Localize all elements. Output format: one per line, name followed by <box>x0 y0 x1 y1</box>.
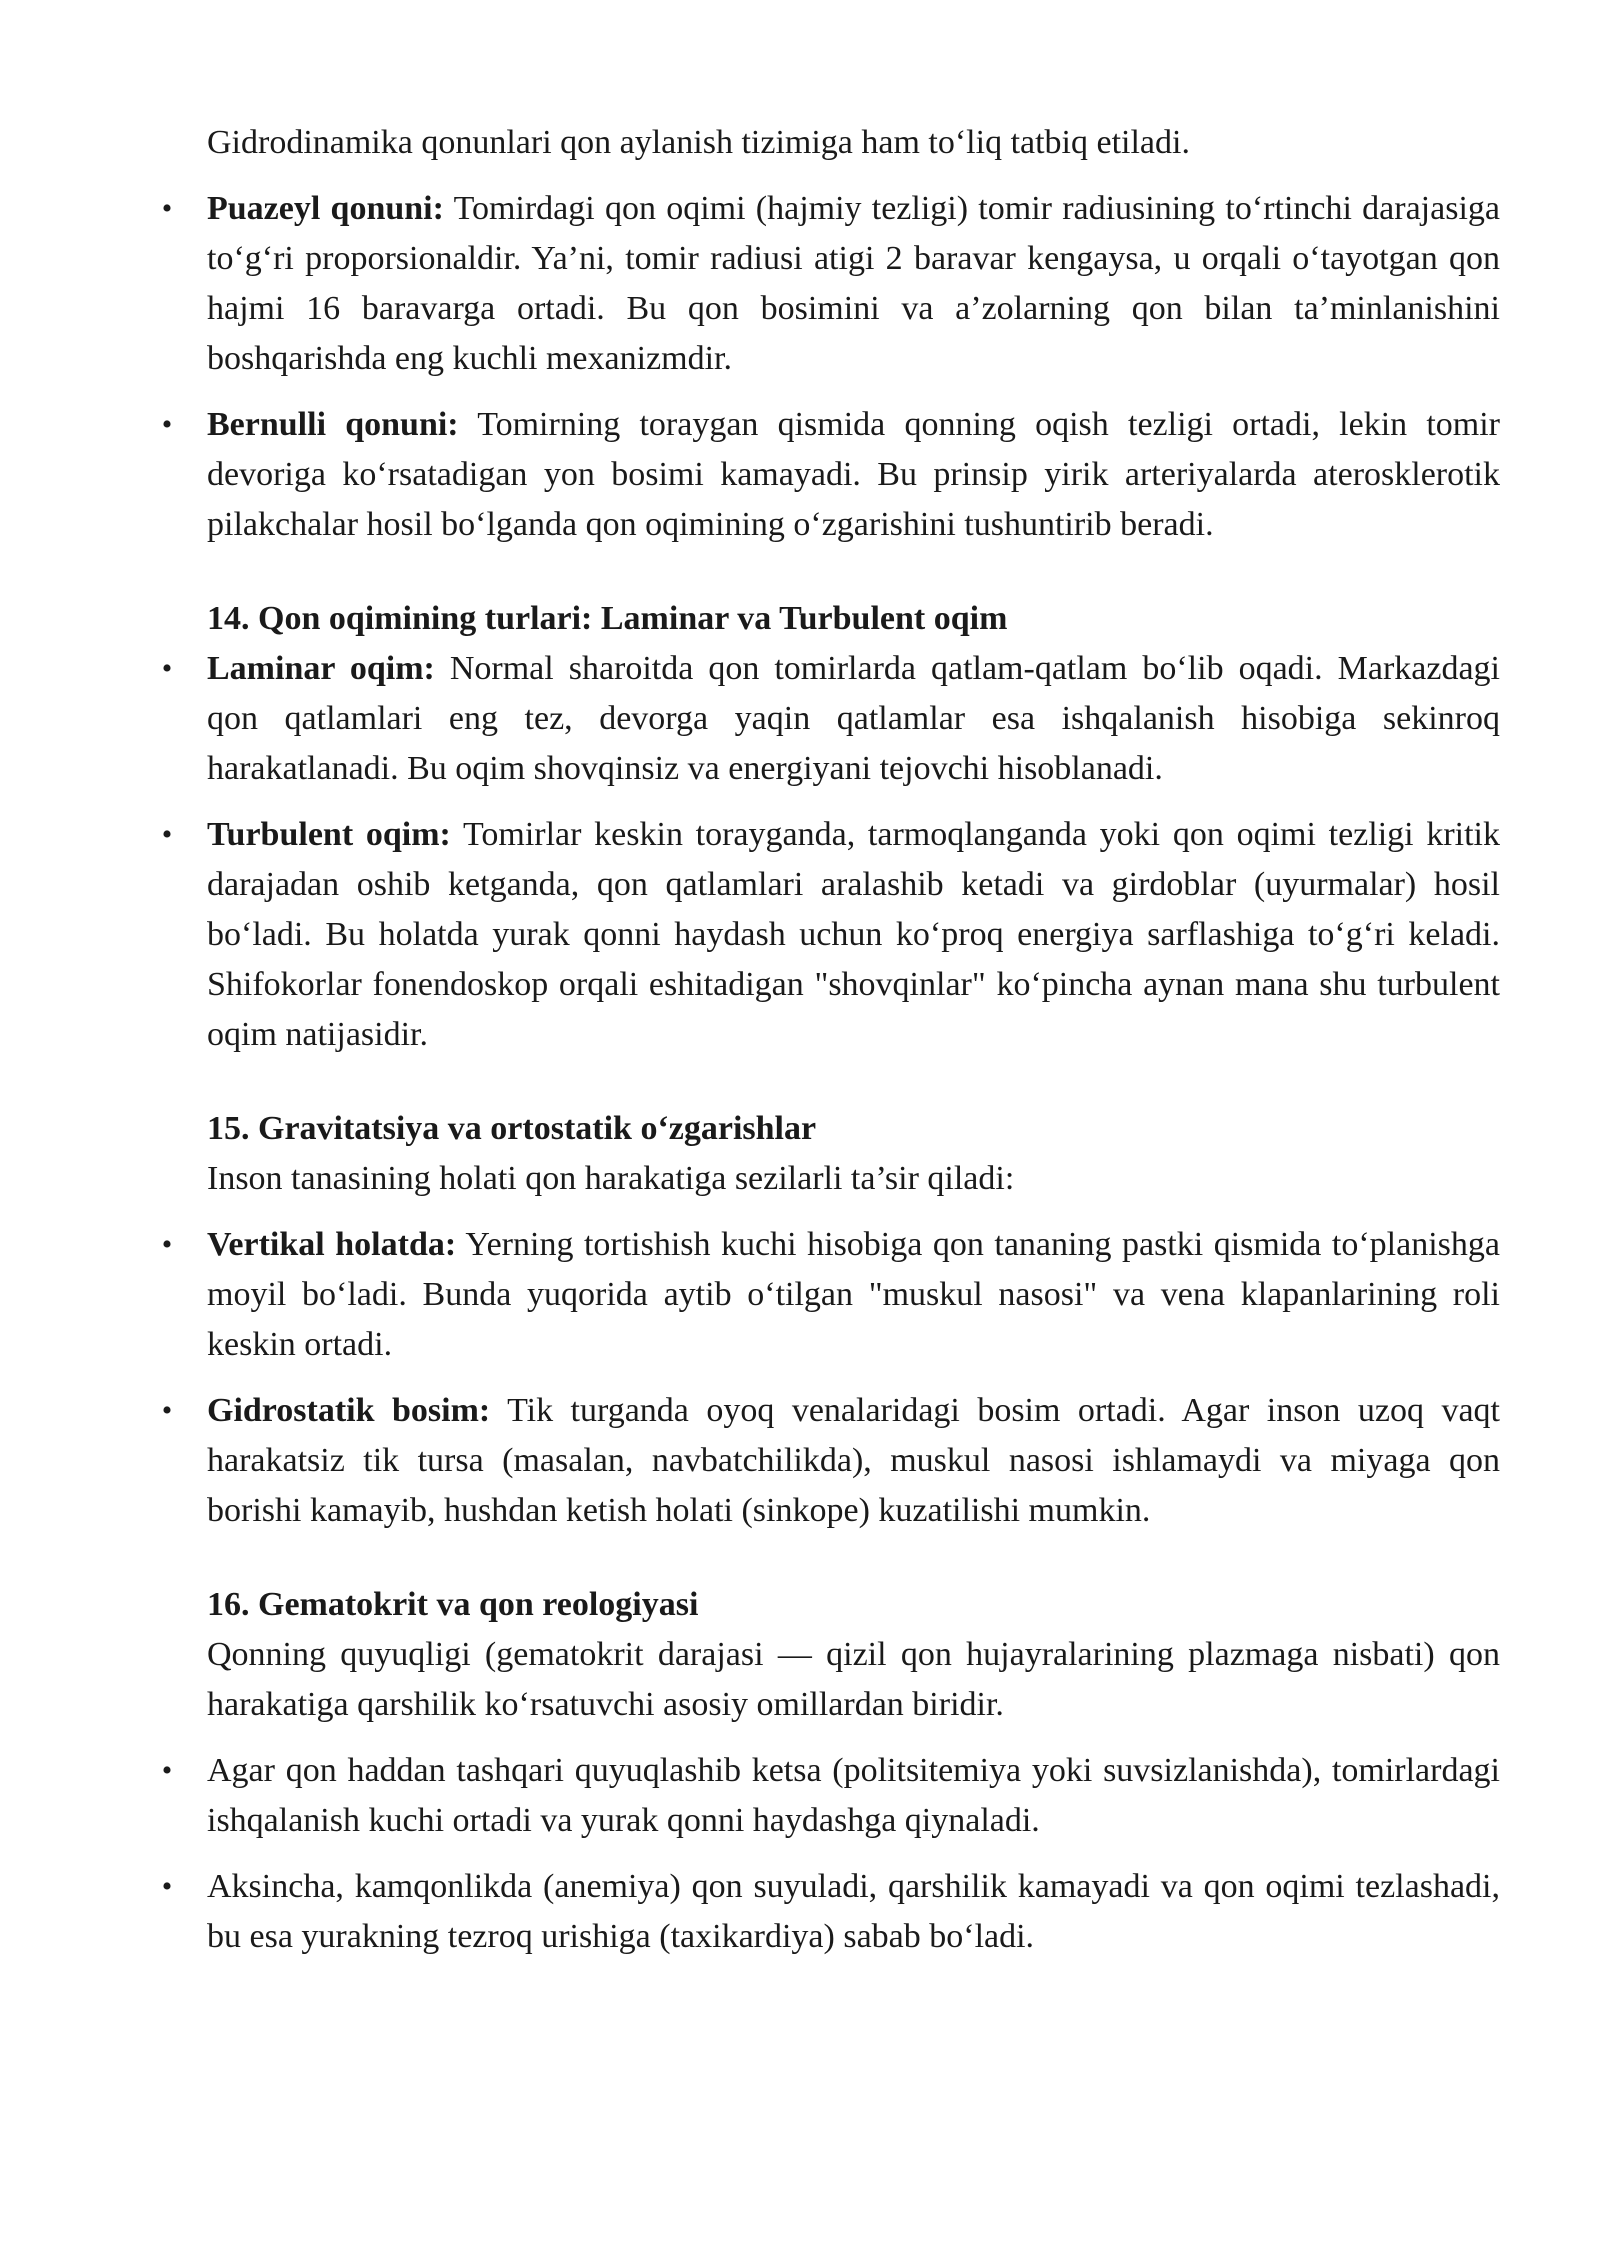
list-item-text: Yerning tortishish kuchi hisobiga qon tananing pastki qismida to‘planishga moyil bo‘ladi. Bunda yuqorida aytib o‘tilgan "muskul nasosi" va vena klapanlarining roli keskin ortadi. <box>207 1226 1500 1363</box>
bullet-icon: • <box>161 192 173 225</box>
list-item-term: Bernulli qonuni: <box>207 406 459 443</box>
list-item <box>161 644 1500 794</box>
section-bullet-list <box>161 1220 1500 1536</box>
section-heading: 15. Gravitatsiya va ortostatik o‘zgarishlar <box>207 1110 817 1147</box>
list-item-text: Agar qon haddan tashqari quyuqlashib ketsa (politsitemiya yoki suvsizlanishda), tomirlardagi ishqalanish kuchi ortadi va yurak qonni haydashga qiynaladi. <box>207 1752 1500 1839</box>
list-item <box>161 1220 1500 1370</box>
list-item <box>161 1862 1500 1962</box>
list-item-term: Turbulent oqim: <box>207 816 451 853</box>
list-item-text: Tomirlar keskin torayganda, tarmoqlanganda yoki qon oqimi tezligi kritik darajadan oshib ketganda, qon qatlamlari aralashib ketadi va girdoblar (uyurmalar) hosil bo‘ladi. Bu holatda yurak qonni haydash uchun ko‘proq energiya sarflashiga to‘g‘ri keladi. Shifokorlar fonendoskop orqali eshitadigan "shovqinlar" ko‘pincha aynan mana shu turbulent oqim natijasidir. <box>207 816 1500 1053</box>
section-heading: 16. Gematokrit va qon reologiyasi <box>207 1586 699 1623</box>
bullet-icon: • <box>161 408 173 441</box>
list-item-term: Gidrostatik bosim: <box>207 1392 491 1429</box>
section-flow-types <box>161 594 1500 1060</box>
section-intro: Inson tanasining holati qon harakatiga sezilarli ta’sir qiladi: <box>207 1160 1015 1197</box>
list-item <box>161 400 1501 550</box>
section-bullet-list <box>161 1746 1500 1962</box>
bullet-icon: • <box>161 1870 173 1903</box>
list-item <box>161 1386 1500 1536</box>
list-item-text: Tomirdagi qon oqimi (hajmiy tezligi) tomir radiusining to‘rtinchi darajasiga to‘g‘ri proporsionaldir. Ya’ni, tomir radiusi atigi 2 baravar kengaysa, u orqali o‘tayotgan qon hajmi 16 baravarga ortadi. Bu qon bosimini va a’zolarning qon bilan ta’minlanishini boshqarishda eng kuchli mexanizmdir. <box>207 190 1500 377</box>
section-gravitation <box>161 1104 1500 1536</box>
top-bullet-list <box>161 184 1501 550</box>
section-bullet-list <box>161 644 1500 1060</box>
list-item-term: Laminar oqim: <box>207 650 435 687</box>
bullet-icon: • <box>161 1754 173 1787</box>
list-item-text: Tik turganda oyoq venalaridagi bosim ortadi. Agar inson uzoq vaqt harakatsiz tik tursa (masalan, navbatchilikda), muskul nasosi ishlamaydi va miyaga qon borishi kamayib, hushdan ketish holati (sinkope) kuzatilishi mumkin. <box>207 1392 1500 1529</box>
section-heading: 14. Qon oqimining turlari: Laminar va Turbulent oqim <box>207 600 1008 637</box>
list-item-term: Puazeyl qonuni: <box>207 190 444 227</box>
list-item-text: Tomirning toraygan qismida qonning oqish tezligi ortadi, lekin tomir devoriga ko‘rsatadigan yon bosimi kamayadi. Bu prinsip yirik arteriyalarda aterosklerotik pilakchalar hosil bo‘lganda qon oqimining o‘zgarishini tushuntirib beradi. <box>207 406 1501 543</box>
list-item-text: Normal sharoitda qon tomirlarda qatlam-qatlam bo‘lib oqadi. Markazdagi qon qatlamlari eng tez, devorga yaqin qatlamlar esa ishqalanish hisobiga sekinroq harakatlanadi. Bu oqim shovqinsiz va energiyani tejovchi hisoblanadi. <box>207 650 1500 787</box>
bullet-icon: • <box>161 818 173 851</box>
list-item-term: Vertikal holatda: <box>207 1226 457 1263</box>
section-intro: Qonning quyuqligi (gematokrit darajasi — qizil qon hujayralarining plazmaga nisbati) qon harakatiga qarshilik ko‘rsatuvchi asosiy omillardan biridir. <box>207 1636 1500 1723</box>
list-item <box>161 1746 1500 1846</box>
bullet-icon: • <box>161 652 173 685</box>
bullet-icon: • <box>161 1228 173 1261</box>
list-item-text: Aksincha, kamqonlikda (anemiya) qon suyuladi, qarshilik kamayadi va qon oqimi tezlashadi, bu esa yurakning tezroq urishiga (taxikardiya) sabab bo‘ladi. <box>207 1868 1500 1955</box>
list-item <box>161 184 1500 384</box>
list-item <box>161 810 1500 1060</box>
bullet-icon: • <box>161 1394 173 1427</box>
section-hematocrit <box>161 1580 1500 1962</box>
intro-paragraph: Gidrodinamika qonunlari qon aylanish tizimiga ham to‘liq tatbiq etiladi. <box>207 124 1190 161</box>
document-page <box>161 118 1501 1978</box>
